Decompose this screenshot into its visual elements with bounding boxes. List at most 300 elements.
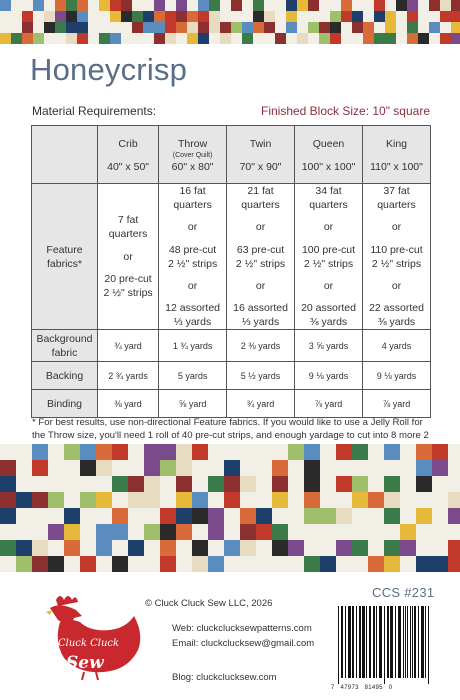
quilt-patch	[275, 0, 286, 11]
quilt-patch	[33, 22, 44, 33]
quilt-patch	[253, 22, 264, 33]
quilt-patch	[22, 33, 33, 44]
quilt-patch	[432, 460, 448, 476]
quilt-top-patchwork	[0, 0, 460, 44]
quilt-patch	[286, 22, 297, 33]
email-link[interactable]: Email: cluckclucksew@gmail.com	[172, 637, 315, 649]
footnote: * For best results, use non-directional Feature fabrics. If you would like to use a Jelly Roll for the Throw size, you'll need 1 roll of 40 pre-cut strips, and enough yardage to cut into 8 more 2	[32, 417, 429, 442]
barcode-bar	[390, 606, 393, 678]
quilt-patch	[0, 492, 16, 508]
quilt-patch	[48, 476, 64, 492]
quilt-patch	[416, 508, 432, 524]
quilt-patch	[272, 492, 288, 508]
quilt-patch	[32, 540, 48, 556]
quilt-patch	[0, 11, 11, 22]
background-fabric-row	[32, 330, 431, 362]
barcode-bar	[403, 606, 404, 678]
quilt-patch	[80, 444, 96, 460]
binding-cell-throw: ⅝ yard	[159, 390, 227, 418]
quilt-patch	[400, 524, 416, 540]
quilt-patch	[176, 524, 192, 540]
quilt-patch	[144, 444, 160, 460]
backing-cell-queen: 9 ⅛ yards	[295, 362, 363, 390]
quilt-patch	[208, 476, 224, 492]
quilt-patch	[16, 460, 32, 476]
quilt-patch	[240, 460, 256, 476]
quilt-patch	[64, 556, 80, 572]
quilt-patch	[384, 492, 400, 508]
quilt-patch	[352, 540, 368, 556]
quilt-patch	[208, 540, 224, 556]
quilt-patch	[319, 33, 330, 44]
quilt-patch	[11, 22, 22, 33]
quilt-patch	[286, 0, 297, 11]
quilt-patch	[128, 492, 144, 508]
quilt-patch	[308, 33, 319, 44]
quilt-patch	[363, 11, 374, 22]
size-header-crib: Crib 40" x 50"	[98, 126, 159, 184]
quilt-patch	[242, 0, 253, 11]
quilt-patch	[144, 492, 160, 508]
quilt-patch	[0, 0, 11, 11]
quilt-patch	[396, 22, 407, 33]
quilt-patch	[64, 524, 80, 540]
quilt-patch	[64, 540, 80, 556]
barcode-bar	[379, 606, 382, 678]
quilt-patch	[208, 444, 224, 460]
quilt-patch	[112, 556, 128, 572]
quilt-patch	[32, 476, 48, 492]
quilt-patch	[418, 33, 429, 44]
quilt-patch	[352, 11, 363, 22]
quilt-patch	[352, 476, 368, 492]
quilt-patch	[160, 556, 176, 572]
quilt-patch	[432, 524, 448, 540]
binding-cell-twin: ¾ yard	[227, 390, 295, 418]
material-requirements-label: Material Requirements:	[32, 104, 157, 118]
quilt-patch	[336, 460, 352, 476]
quilt-patch	[352, 22, 363, 33]
quilt-patch	[242, 33, 253, 44]
quilt-patch	[208, 556, 224, 572]
quilt-patch	[110, 11, 121, 22]
quilt-patch	[448, 492, 460, 508]
quilt-patch	[396, 0, 407, 11]
barcode-bar	[373, 606, 375, 678]
quilt-patch	[80, 492, 96, 508]
quilt-patch	[240, 524, 256, 540]
quilt-patch	[110, 33, 121, 44]
quilt-patch	[192, 540, 208, 556]
web-link[interactable]: Web: cluckclucksewpatterns.com	[172, 623, 312, 634]
quilt-patch	[48, 492, 64, 508]
quilt-patch	[198, 33, 209, 44]
quilt-photo-top	[0, 0, 460, 44]
quilt-patch	[416, 524, 432, 540]
quilt-patch	[429, 0, 440, 11]
quilt-patch	[352, 444, 368, 460]
quilt-patch	[176, 0, 187, 11]
quilt-patch	[112, 540, 128, 556]
quilt-patch	[33, 0, 44, 11]
barcode-bar	[362, 606, 365, 678]
quilt-patch	[96, 444, 112, 460]
quilt-patch	[198, 0, 209, 11]
quilt-patch	[128, 444, 144, 460]
hen-icon	[36, 592, 146, 682]
quilt-patch	[407, 11, 418, 22]
barcode-bar	[395, 606, 396, 678]
quilt-patch	[11, 0, 22, 11]
quilt-patch	[297, 11, 308, 22]
quilt-patch	[272, 508, 288, 524]
quilt-patch	[88, 33, 99, 44]
feature-cell-king: 37 fat quarters or 110 pre-cut 2 ½" strips or 22 assorted ⅜ yards	[362, 184, 430, 330]
quilt-patch	[288, 460, 304, 476]
quilt-patch	[88, 11, 99, 22]
quilt-patch	[385, 33, 396, 44]
quilt-patch	[384, 540, 400, 556]
quilt-patch	[187, 11, 198, 22]
quilt-patch	[33, 33, 44, 44]
row-label-binding: Binding	[32, 390, 98, 418]
quilt-patch	[22, 11, 33, 22]
background-cell-crib: ¾ yard	[98, 330, 159, 362]
quilt-patch	[22, 0, 33, 11]
quilt-patch	[16, 508, 32, 524]
quilt-patch	[0, 540, 16, 556]
quilt-patch	[128, 556, 144, 572]
quilt-patch	[224, 476, 240, 492]
quilt-patch	[88, 0, 99, 11]
quilt-patch	[272, 444, 288, 460]
quilt-patch	[80, 460, 96, 476]
quilt-patch	[80, 556, 96, 572]
quilt-patch	[80, 524, 96, 540]
quilt-patch	[96, 508, 112, 524]
quilt-patch	[0, 476, 16, 492]
quilt-patch	[55, 33, 66, 44]
quilt-patch	[16, 444, 32, 460]
quilt-patch	[341, 22, 352, 33]
backing-row	[32, 362, 431, 390]
quilt-patch	[132, 22, 143, 33]
barcode-bars	[334, 606, 434, 684]
quilt-patch	[320, 492, 336, 508]
logo-text-line1: Cluck Cluck	[58, 638, 120, 649]
quilt-patch	[400, 476, 416, 492]
quilt-patch	[192, 444, 208, 460]
quilt-patch	[352, 0, 363, 11]
quilt-patch	[143, 33, 154, 44]
quilt-patch	[256, 492, 272, 508]
quilt-patch	[80, 508, 96, 524]
barcode-bar	[421, 606, 424, 678]
quilt-patch	[240, 556, 256, 572]
quilt-patch	[64, 444, 80, 460]
quilt-patch	[363, 33, 374, 44]
quilt-patch	[286, 11, 297, 22]
quilt-patch	[384, 476, 400, 492]
quilt-patch	[374, 33, 385, 44]
quilt-patch	[400, 460, 416, 476]
quilt-patch	[64, 508, 80, 524]
quilt-patch	[208, 492, 224, 508]
quilt-patch	[320, 556, 336, 572]
barcode-bar	[405, 606, 406, 678]
binding-row	[32, 390, 431, 418]
quilt-patch	[48, 444, 64, 460]
quilt-patch	[368, 524, 384, 540]
barcode-bar	[387, 606, 389, 678]
quilt-patch	[448, 444, 460, 460]
quilt-patch	[16, 540, 32, 556]
quilt-patch	[154, 33, 165, 44]
quilt-patch	[220, 0, 231, 11]
quilt-patch	[240, 476, 256, 492]
quilt-patch	[256, 444, 272, 460]
quilt-patch	[128, 508, 144, 524]
quilt-patch	[112, 492, 128, 508]
quilt-patch	[22, 22, 33, 33]
quilt-patch	[418, 0, 429, 11]
quilt-patch	[264, 22, 275, 33]
barcode-bar	[418, 606, 419, 678]
quilt-patch	[209, 11, 220, 22]
barcode-bar	[384, 606, 385, 684]
quilt-patch	[275, 22, 286, 33]
quilt-patch	[400, 508, 416, 524]
quilt-patch	[256, 524, 272, 540]
quilt-patch	[132, 11, 143, 22]
quilt-patch	[304, 492, 320, 508]
quilt-patch	[330, 33, 341, 44]
quilt-patch	[192, 556, 208, 572]
quilt-patch	[330, 0, 341, 11]
quilt-patch	[242, 22, 253, 33]
quilt-patch	[253, 0, 264, 11]
quilt-patch	[288, 524, 304, 540]
quilt-patch	[208, 524, 224, 540]
quilt-patch	[88, 22, 99, 33]
quilt-patch	[224, 556, 240, 572]
quilt-patch	[192, 460, 208, 476]
quilt-patch	[275, 11, 286, 22]
quilt-patch	[16, 476, 32, 492]
backing-cell-crib: 2 ¾ yards	[98, 362, 159, 390]
quilt-patch	[352, 33, 363, 44]
barcode-bar	[407, 606, 408, 678]
quilt-patch	[112, 444, 128, 460]
quilt-patch	[384, 460, 400, 476]
background-cell-throw: 1 ¾ yards	[159, 330, 227, 362]
quilt-patch	[144, 476, 160, 492]
quilt-patch	[368, 492, 384, 508]
quilt-patch	[264, 33, 275, 44]
barcode-bar	[356, 606, 357, 678]
quilt-patch	[112, 524, 128, 540]
quilt-patch	[0, 33, 11, 44]
quilt-patch	[368, 556, 384, 572]
quilt-patch	[0, 22, 11, 33]
quilt-patch	[330, 22, 341, 33]
quilt-patch	[32, 524, 48, 540]
quilt-patch	[396, 33, 407, 44]
quilt-patch	[407, 22, 418, 33]
quilt-patch	[176, 11, 187, 22]
quilt-patch	[66, 11, 77, 22]
quilt-patch	[440, 33, 451, 44]
size-header-throw: Throw (Cover Quilt) 60" x 80"	[159, 126, 227, 184]
quilt-patch	[176, 508, 192, 524]
quilt-patch	[363, 0, 374, 11]
quilt-patch	[32, 556, 48, 572]
barcode	[334, 606, 434, 684]
quilt-patch	[288, 508, 304, 524]
quilt-patch	[16, 524, 32, 540]
barcode-bar	[414, 606, 416, 678]
quilt-patch	[320, 460, 336, 476]
size-header-twin: Twin 70" x 90"	[227, 126, 295, 184]
quilt-patch	[80, 540, 96, 556]
binding-cell-crib: ⅜ yard	[98, 390, 159, 418]
quilt-patch	[304, 508, 320, 524]
quilt-patch	[240, 540, 256, 556]
quilt-patch	[275, 33, 286, 44]
quilt-patch	[220, 22, 231, 33]
quilt-patch	[336, 444, 352, 460]
quilt-patch	[231, 0, 242, 11]
quilt-patch	[304, 444, 320, 460]
quilt-patch	[66, 33, 77, 44]
quilt-patch	[272, 460, 288, 476]
quilt-patch	[400, 444, 416, 460]
quilt-patch	[319, 0, 330, 11]
quilt-patch	[256, 476, 272, 492]
quilt-patch	[231, 22, 242, 33]
quilt-patch	[231, 11, 242, 22]
quilt-patch	[224, 492, 240, 508]
quilt-patch	[96, 556, 112, 572]
barcode-bar	[412, 606, 413, 678]
quilt-patch	[110, 22, 121, 33]
quilt-patch	[32, 444, 48, 460]
quilt-patch	[240, 492, 256, 508]
quilt-patch	[336, 524, 352, 540]
quilt-patch	[121, 33, 132, 44]
quilt-patch	[165, 11, 176, 22]
quilt-patch	[209, 33, 220, 44]
quilt-patch	[96, 460, 112, 476]
quilt-patch	[451, 11, 460, 22]
barcode-digits: 7 47973 81495 0	[331, 685, 393, 691]
backing-cell-king: 9 ⅛ yards	[362, 362, 430, 390]
quilt-patch	[160, 508, 176, 524]
quilt-patch	[304, 460, 320, 476]
feature-cell-throw: 16 fat quarters or 48 pre-cut 2 ½" strips or 12 assorted ⅓ yards	[159, 184, 227, 330]
quilt-patch	[160, 492, 176, 508]
quilt-patch	[48, 524, 64, 540]
quilt-patch	[352, 492, 368, 508]
quilt-patch	[352, 508, 368, 524]
quilt-patch	[128, 476, 144, 492]
quilt-patch	[256, 508, 272, 524]
quilt-patch	[192, 524, 208, 540]
quilt-patch	[416, 444, 432, 460]
feature-fabrics-row	[32, 184, 431, 330]
quilt-patch	[368, 540, 384, 556]
quilt-patch	[176, 33, 187, 44]
quilt-patch	[264, 0, 275, 11]
quilt-patch	[432, 540, 448, 556]
quilt-patch	[416, 460, 432, 476]
quilt-patch	[121, 22, 132, 33]
barcode-bar	[369, 606, 371, 678]
quilt-patch	[143, 0, 154, 11]
background-cell-queen: 3 ⅝ yards	[295, 330, 363, 362]
quilt-patch	[384, 524, 400, 540]
quilt-patch	[64, 492, 80, 508]
quilt-patch	[418, 11, 429, 22]
quilt-patch	[304, 476, 320, 492]
quilt-patch	[264, 11, 275, 22]
quilt-patch	[160, 476, 176, 492]
quilt-patch	[110, 0, 121, 11]
quilt-patch	[448, 556, 460, 572]
copyright-text: © Cluck Cluck Sew LLC, 2026	[145, 598, 273, 609]
quilt-patch	[448, 476, 460, 492]
barcode-bar	[348, 606, 351, 678]
quilt-patch	[32, 492, 48, 508]
quilt-patch	[429, 33, 440, 44]
quilt-patch	[187, 0, 198, 11]
quilt-patch	[128, 524, 144, 540]
quilt-patch	[144, 508, 160, 524]
quilt-patch	[440, 22, 451, 33]
quilt-patch	[176, 460, 192, 476]
quilt-patch	[432, 508, 448, 524]
quilt-patch	[154, 22, 165, 33]
quilt-patch	[96, 476, 112, 492]
finished-block-size: Finished Block Size: 10" square	[260, 104, 430, 118]
quilt-patch	[308, 11, 319, 22]
quilt-patch	[319, 22, 330, 33]
quilt-patch	[304, 556, 320, 572]
quilt-patch	[451, 22, 460, 33]
quilt-patch	[55, 22, 66, 33]
quilt-patch	[99, 22, 110, 33]
quilt-patch	[272, 524, 288, 540]
size-header-queen: Queen 100" x 100"	[295, 126, 363, 184]
background-cell-twin: 2 ⅜ yards	[227, 330, 295, 362]
quilt-patch	[440, 11, 451, 22]
quilt-patch	[256, 460, 272, 476]
quilt-patch	[297, 0, 308, 11]
row-label-background: Background fabric	[32, 330, 98, 362]
quilt-patch	[400, 540, 416, 556]
quilt-patch	[272, 556, 288, 572]
quilt-patch	[99, 33, 110, 44]
quilt-patch	[374, 22, 385, 33]
cluck-cluck-sew-logo	[36, 592, 146, 682]
quilt-patch	[256, 556, 272, 572]
quilt-patch	[208, 508, 224, 524]
quilt-patch	[160, 444, 176, 460]
row-label-backing: Backing	[32, 362, 98, 390]
pattern-number: CCS #231	[372, 585, 435, 600]
quilt-patch	[288, 444, 304, 460]
blog-link[interactable]: Blog: cluckclucksew.com	[172, 672, 277, 683]
